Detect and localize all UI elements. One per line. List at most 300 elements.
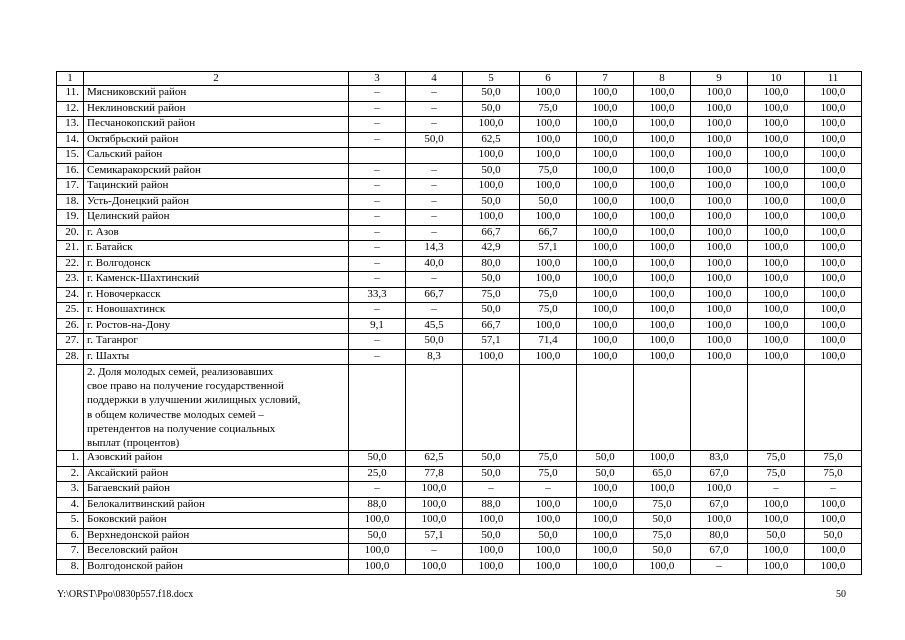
value-cell: 100,0 bbox=[634, 272, 691, 288]
value-cell: 50,0 bbox=[463, 272, 520, 288]
row-name: Октябрьский район bbox=[84, 132, 349, 148]
header-cell: 3 bbox=[349, 72, 406, 86]
value-cell: 100,0 bbox=[634, 210, 691, 226]
value-cell: 100,0 bbox=[805, 544, 862, 560]
value-cell: 100,0 bbox=[634, 101, 691, 117]
header-cell: 9 bbox=[691, 72, 748, 86]
value-cell: 100,0 bbox=[805, 117, 862, 133]
value-cell: 100,0 bbox=[748, 318, 805, 334]
value-cell: – bbox=[748, 482, 805, 498]
value-cell: 100,0 bbox=[349, 513, 406, 529]
value-cell: 100,0 bbox=[805, 318, 862, 334]
value-cell: 100,0 bbox=[520, 148, 577, 164]
value-cell: 100,0 bbox=[634, 451, 691, 467]
value-cell: 100,0 bbox=[691, 482, 748, 498]
value-cell: 100,0 bbox=[577, 132, 634, 148]
value-cell: 100,0 bbox=[805, 132, 862, 148]
table-row bbox=[57, 132, 862, 148]
value-cell: 100,0 bbox=[691, 225, 748, 241]
value-cell: 100,0 bbox=[520, 117, 577, 133]
value-cell: 100,0 bbox=[577, 528, 634, 544]
table-row bbox=[57, 349, 862, 365]
value-cell: 80,0 bbox=[463, 256, 520, 272]
section-title-line: поддержки в улучшении жилищных условий, bbox=[87, 394, 301, 407]
value-cell: 80,0 bbox=[691, 528, 748, 544]
value-cell: 100,0 bbox=[520, 86, 577, 102]
value-cell: 100,0 bbox=[634, 303, 691, 319]
row-name: Боковский район bbox=[84, 513, 349, 529]
value-cell: – bbox=[349, 272, 406, 288]
value-cell: 100,0 bbox=[463, 210, 520, 226]
value-cell: – bbox=[349, 256, 406, 272]
header-cell: 10 bbox=[748, 72, 805, 86]
table-row bbox=[57, 86, 862, 102]
table-row bbox=[57, 101, 862, 117]
value-cell: 100,0 bbox=[691, 86, 748, 102]
value-cell: 100,0 bbox=[634, 287, 691, 303]
value-cell: 100,0 bbox=[748, 148, 805, 164]
value-cell: 75,0 bbox=[520, 303, 577, 319]
value-cell: 100,0 bbox=[805, 210, 862, 226]
row-number: 25. bbox=[57, 303, 84, 319]
row-number: 21. bbox=[57, 241, 84, 257]
value-cell: 100,0 bbox=[634, 163, 691, 179]
value-cell: 100,0 bbox=[577, 349, 634, 365]
row-number: 28. bbox=[57, 349, 84, 365]
value-cell: – bbox=[406, 179, 463, 195]
section-row bbox=[57, 365, 862, 451]
row-name: Волгодонской район bbox=[84, 559, 349, 575]
value-cell: – bbox=[520, 482, 577, 498]
value-cell: 50,0 bbox=[577, 451, 634, 467]
value-cell: 67,0 bbox=[691, 497, 748, 513]
value-cell: 100,0 bbox=[805, 86, 862, 102]
value-cell: 100,0 bbox=[748, 256, 805, 272]
value-cell: – bbox=[406, 303, 463, 319]
row-number: 7. bbox=[57, 544, 84, 560]
value-cell: 75,0 bbox=[520, 466, 577, 482]
table-row bbox=[57, 256, 862, 272]
value-cell: 100,0 bbox=[748, 303, 805, 319]
value-cell: – bbox=[349, 241, 406, 257]
section-empty-cell bbox=[463, 365, 520, 451]
value-cell: 100,0 bbox=[520, 132, 577, 148]
value-cell: 50,0 bbox=[463, 101, 520, 117]
header-cell: 4 bbox=[406, 72, 463, 86]
section-empty-cell bbox=[805, 365, 862, 451]
table-row bbox=[57, 179, 862, 195]
value-cell: 100,0 bbox=[577, 86, 634, 102]
value-cell: 100,0 bbox=[577, 225, 634, 241]
value-cell: 42,9 bbox=[463, 241, 520, 257]
value-cell: 50,0 bbox=[634, 544, 691, 560]
value-cell: 50,0 bbox=[463, 303, 520, 319]
value-cell: 100,0 bbox=[691, 179, 748, 195]
value-cell: 75,0 bbox=[634, 528, 691, 544]
value-cell: 50,0 bbox=[634, 513, 691, 529]
value-cell: 50,0 bbox=[520, 528, 577, 544]
value-cell: – bbox=[349, 179, 406, 195]
value-cell: 100,0 bbox=[520, 559, 577, 575]
page-number: 50 bbox=[836, 589, 846, 600]
value-cell: 100,0 bbox=[691, 272, 748, 288]
header-cell: 5 bbox=[463, 72, 520, 86]
value-cell: 100,0 bbox=[577, 272, 634, 288]
value-cell: 67,0 bbox=[691, 466, 748, 482]
row-name: г. Азов bbox=[84, 225, 349, 241]
value-cell: – bbox=[406, 225, 463, 241]
value-cell: 100,0 bbox=[520, 544, 577, 560]
value-cell: 100,0 bbox=[349, 544, 406, 560]
value-cell: 50,0 bbox=[349, 451, 406, 467]
table-row bbox=[57, 544, 862, 560]
value-cell: – bbox=[349, 86, 406, 102]
footer-file-path: Y:\ORST\Ppo\0830p557.f18.docx bbox=[57, 589, 194, 600]
value-cell: 100,0 bbox=[805, 101, 862, 117]
value-cell: – bbox=[406, 194, 463, 210]
row-name: г. Новочеркасск bbox=[84, 287, 349, 303]
value-cell: 75,0 bbox=[520, 451, 577, 467]
value-cell: 100,0 bbox=[805, 303, 862, 319]
value-cell: 65,0 bbox=[634, 466, 691, 482]
table-row bbox=[57, 466, 862, 482]
value-cell: 62,5 bbox=[463, 132, 520, 148]
value-cell: – bbox=[406, 86, 463, 102]
row-number: 2. bbox=[57, 466, 84, 482]
value-cell: – bbox=[349, 117, 406, 133]
value-cell: 57,1 bbox=[520, 241, 577, 257]
row-number: 24. bbox=[57, 287, 84, 303]
row-number: 4. bbox=[57, 497, 84, 513]
value-cell: 100,0 bbox=[577, 101, 634, 117]
value-cell: 100,0 bbox=[805, 194, 862, 210]
table-row bbox=[57, 163, 862, 179]
value-cell: 75,0 bbox=[748, 451, 805, 467]
value-cell: 100,0 bbox=[577, 559, 634, 575]
value-cell: 100,0 bbox=[634, 241, 691, 257]
value-cell: 62,5 bbox=[406, 451, 463, 467]
value-cell: 100,0 bbox=[520, 513, 577, 529]
value-cell: 100,0 bbox=[463, 349, 520, 365]
value-cell: 75,0 bbox=[634, 497, 691, 513]
row-number: 14. bbox=[57, 132, 84, 148]
row-name: Белокалитвинский район bbox=[84, 497, 349, 513]
value-cell: – bbox=[406, 163, 463, 179]
value-cell: 50,0 bbox=[463, 86, 520, 102]
table-row bbox=[57, 559, 862, 575]
value-cell: 100,0 bbox=[577, 163, 634, 179]
value-cell: 8,3 bbox=[406, 349, 463, 365]
value-cell: 100,0 bbox=[748, 163, 805, 179]
value-cell: 83,0 bbox=[691, 451, 748, 467]
row-number: 11. bbox=[57, 86, 84, 102]
value-cell: – bbox=[463, 482, 520, 498]
value-cell: 50,0 bbox=[349, 528, 406, 544]
table-row bbox=[57, 272, 862, 288]
row-name: Мясниковский район bbox=[84, 86, 349, 102]
value-cell: 100,0 bbox=[577, 303, 634, 319]
value-cell: 100,0 bbox=[805, 272, 862, 288]
value-cell: 100,0 bbox=[748, 287, 805, 303]
value-cell: 100,0 bbox=[577, 513, 634, 529]
row-number: 3. bbox=[57, 482, 84, 498]
value-cell: 100,0 bbox=[691, 210, 748, 226]
value-cell: 50,0 bbox=[577, 466, 634, 482]
value-cell: 100,0 bbox=[805, 287, 862, 303]
value-cell: – bbox=[406, 117, 463, 133]
row-number: 18. bbox=[57, 194, 84, 210]
row-number: 17. bbox=[57, 179, 84, 195]
value-cell: 66,7 bbox=[520, 225, 577, 241]
value-cell: 100,0 bbox=[691, 148, 748, 164]
table-row bbox=[57, 482, 862, 498]
value-cell: 57,1 bbox=[463, 334, 520, 350]
value-cell: – bbox=[349, 163, 406, 179]
value-cell: 100,0 bbox=[691, 194, 748, 210]
value-cell: 57,1 bbox=[406, 528, 463, 544]
section-empty-cell bbox=[406, 365, 463, 451]
row-name: Тацинский район bbox=[84, 179, 349, 195]
value-cell: 100,0 bbox=[691, 101, 748, 117]
section-empty-cell bbox=[520, 365, 577, 451]
value-cell: 66,7 bbox=[463, 225, 520, 241]
value-cell: – bbox=[406, 101, 463, 117]
value-cell: 100,0 bbox=[634, 334, 691, 350]
section-title-line: выплат (процентов) bbox=[87, 437, 180, 450]
value-cell: 33,3 bbox=[349, 287, 406, 303]
value-cell: 100,0 bbox=[691, 132, 748, 148]
value-cell: 100,0 bbox=[805, 559, 862, 575]
table-row bbox=[57, 528, 862, 544]
header-cell: 11 bbox=[805, 72, 862, 86]
value-cell: 100,0 bbox=[805, 256, 862, 272]
table-row bbox=[57, 117, 862, 133]
row-number: 27. bbox=[57, 334, 84, 350]
value-cell: 50,0 bbox=[463, 466, 520, 482]
header-cell: 1 bbox=[57, 72, 84, 86]
value-cell: 100,0 bbox=[577, 287, 634, 303]
row-name: Верхнедонской район bbox=[84, 528, 349, 544]
value-cell: 50,0 bbox=[463, 528, 520, 544]
value-cell: 100,0 bbox=[634, 225, 691, 241]
value-cell: 100,0 bbox=[748, 544, 805, 560]
header-cell: 8 bbox=[634, 72, 691, 86]
value-cell: 50,0 bbox=[463, 194, 520, 210]
header-cell: 7 bbox=[577, 72, 634, 86]
section-empty-cell bbox=[349, 365, 406, 451]
row-name: г. Батайск bbox=[84, 241, 349, 257]
value-cell: 100,0 bbox=[463, 559, 520, 575]
value-cell: 100,0 bbox=[748, 225, 805, 241]
value-cell: 100,0 bbox=[577, 241, 634, 257]
table-row bbox=[57, 303, 862, 319]
section-title-line: претендентов на получение социальных bbox=[87, 422, 276, 435]
value-cell: 100,0 bbox=[748, 117, 805, 133]
value-cell: 100,0 bbox=[634, 559, 691, 575]
value-cell: 100,0 bbox=[691, 513, 748, 529]
table-row bbox=[57, 451, 862, 467]
table-row bbox=[57, 210, 862, 226]
value-cell: 100,0 bbox=[805, 225, 862, 241]
value-cell: 100,0 bbox=[577, 318, 634, 334]
section-title-line: 2. Доля молодых семей, реализовавших bbox=[87, 366, 274, 378]
value-cell: 100,0 bbox=[577, 210, 634, 226]
value-cell: 100,0 bbox=[748, 349, 805, 365]
value-cell: 14,3 bbox=[406, 241, 463, 257]
value-cell: – bbox=[349, 101, 406, 117]
value-cell: 100,0 bbox=[634, 482, 691, 498]
value-cell: 40,0 bbox=[406, 256, 463, 272]
value-cell: 50,0 bbox=[463, 163, 520, 179]
row-number: 16. bbox=[57, 163, 84, 179]
value-cell: 50,0 bbox=[748, 528, 805, 544]
value-cell: 100,0 bbox=[634, 86, 691, 102]
value-cell: 100,0 bbox=[577, 117, 634, 133]
value-cell: 100,0 bbox=[577, 148, 634, 164]
value-cell: 100,0 bbox=[634, 179, 691, 195]
value-cell: 50,0 bbox=[406, 132, 463, 148]
value-cell bbox=[349, 148, 406, 164]
row-name: Семикаракорский район bbox=[84, 163, 349, 179]
row-number: 22. bbox=[57, 256, 84, 272]
row-number: 1. bbox=[57, 451, 84, 467]
row-name: Неклиновский район bbox=[84, 101, 349, 117]
row-name: г. Таганрог bbox=[84, 334, 349, 350]
value-cell: 75,0 bbox=[520, 287, 577, 303]
table-row bbox=[57, 287, 862, 303]
value-cell: 25,0 bbox=[349, 466, 406, 482]
value-cell: 100,0 bbox=[805, 241, 862, 257]
table-row bbox=[57, 241, 862, 257]
value-cell: 100,0 bbox=[805, 513, 862, 529]
value-cell: 77,8 bbox=[406, 466, 463, 482]
value-cell: 100,0 bbox=[691, 256, 748, 272]
value-cell: 100,0 bbox=[748, 194, 805, 210]
value-cell: 100,0 bbox=[634, 148, 691, 164]
row-name: Песчанокопский район bbox=[84, 117, 349, 133]
value-cell: 75,0 bbox=[805, 451, 862, 467]
table-row bbox=[57, 513, 862, 529]
value-cell: 100,0 bbox=[805, 163, 862, 179]
value-cell: 100,0 bbox=[634, 349, 691, 365]
value-cell: 100,0 bbox=[805, 349, 862, 365]
value-cell: 67,0 bbox=[691, 544, 748, 560]
row-number: 26. bbox=[57, 318, 84, 334]
value-cell: 100,0 bbox=[805, 497, 862, 513]
value-cell: – bbox=[406, 544, 463, 560]
value-cell: 75,0 bbox=[463, 287, 520, 303]
value-cell: – bbox=[349, 303, 406, 319]
row-number: 13. bbox=[57, 117, 84, 133]
value-cell: 100,0 bbox=[406, 482, 463, 498]
value-cell: 100,0 bbox=[748, 559, 805, 575]
value-cell: 100,0 bbox=[691, 349, 748, 365]
section-empty-cell bbox=[748, 365, 805, 451]
row-number: 6. bbox=[57, 528, 84, 544]
value-cell bbox=[406, 148, 463, 164]
value-cell: – bbox=[349, 349, 406, 365]
value-cell: 88,0 bbox=[463, 497, 520, 513]
value-cell: 100,0 bbox=[805, 148, 862, 164]
value-cell: 100,0 bbox=[748, 272, 805, 288]
value-cell: 75,0 bbox=[805, 466, 862, 482]
row-name: г. Шахты bbox=[84, 349, 349, 365]
value-cell: – bbox=[349, 225, 406, 241]
value-cell: 100,0 bbox=[520, 179, 577, 195]
value-cell: 100,0 bbox=[463, 544, 520, 560]
value-cell: 100,0 bbox=[520, 497, 577, 513]
value-cell: 100,0 bbox=[805, 179, 862, 195]
value-cell: 100,0 bbox=[577, 179, 634, 195]
value-cell: – bbox=[406, 210, 463, 226]
value-cell: 100,0 bbox=[691, 334, 748, 350]
row-name: Аксайский район bbox=[84, 466, 349, 482]
row-number: 12. bbox=[57, 101, 84, 117]
value-cell: 100,0 bbox=[748, 132, 805, 148]
value-cell: 100,0 bbox=[520, 318, 577, 334]
row-name: Целинский район bbox=[84, 210, 349, 226]
value-cell: 45,5 bbox=[406, 318, 463, 334]
section-title-line: в общем количестве молодых семей – bbox=[87, 408, 264, 421]
section-number-cell bbox=[57, 365, 84, 451]
value-cell: 100,0 bbox=[463, 513, 520, 529]
row-number: 8. bbox=[57, 559, 84, 575]
table-row bbox=[57, 225, 862, 241]
row-number: 20. bbox=[57, 225, 84, 241]
value-cell: 100,0 bbox=[463, 148, 520, 164]
value-cell: 75,0 bbox=[520, 101, 577, 117]
row-number: 19. bbox=[57, 210, 84, 226]
section-empty-cell bbox=[634, 365, 691, 451]
value-cell: 88,0 bbox=[349, 497, 406, 513]
value-cell: 100,0 bbox=[634, 194, 691, 210]
value-cell: 100,0 bbox=[577, 497, 634, 513]
value-cell: 100,0 bbox=[577, 544, 634, 560]
value-cell: 100,0 bbox=[634, 318, 691, 334]
table-row bbox=[57, 194, 862, 210]
value-cell: 100,0 bbox=[691, 117, 748, 133]
value-cell: – bbox=[349, 334, 406, 350]
row-name: Азовский район bbox=[84, 451, 349, 467]
value-cell: 100,0 bbox=[748, 241, 805, 257]
value-cell: 100,0 bbox=[520, 256, 577, 272]
value-cell: 100,0 bbox=[748, 497, 805, 513]
row-name: г. Волгодонск bbox=[84, 256, 349, 272]
value-cell: 100,0 bbox=[463, 179, 520, 195]
value-cell: 66,7 bbox=[406, 287, 463, 303]
table-row bbox=[57, 334, 862, 350]
row-name: г. Ростов-на-Дону bbox=[84, 318, 349, 334]
value-cell: – bbox=[691, 559, 748, 575]
value-cell: 100,0 bbox=[748, 179, 805, 195]
value-cell: – bbox=[805, 482, 862, 498]
value-cell: – bbox=[349, 482, 406, 498]
value-cell: 100,0 bbox=[748, 101, 805, 117]
value-cell: 50,0 bbox=[520, 194, 577, 210]
value-cell: 100,0 bbox=[406, 497, 463, 513]
value-cell: 50,0 bbox=[805, 528, 862, 544]
value-cell: 100,0 bbox=[406, 559, 463, 575]
value-cell: 100,0 bbox=[577, 194, 634, 210]
value-cell: 100,0 bbox=[691, 241, 748, 257]
row-name: Сальский район bbox=[84, 148, 349, 164]
row-name: г. Каменск-Шахтинский bbox=[84, 272, 349, 288]
data-table bbox=[56, 71, 862, 575]
value-cell: 71,4 bbox=[520, 334, 577, 350]
row-number: 5. bbox=[57, 513, 84, 529]
value-cell: 100,0 bbox=[406, 513, 463, 529]
row-number: 15. bbox=[57, 148, 84, 164]
